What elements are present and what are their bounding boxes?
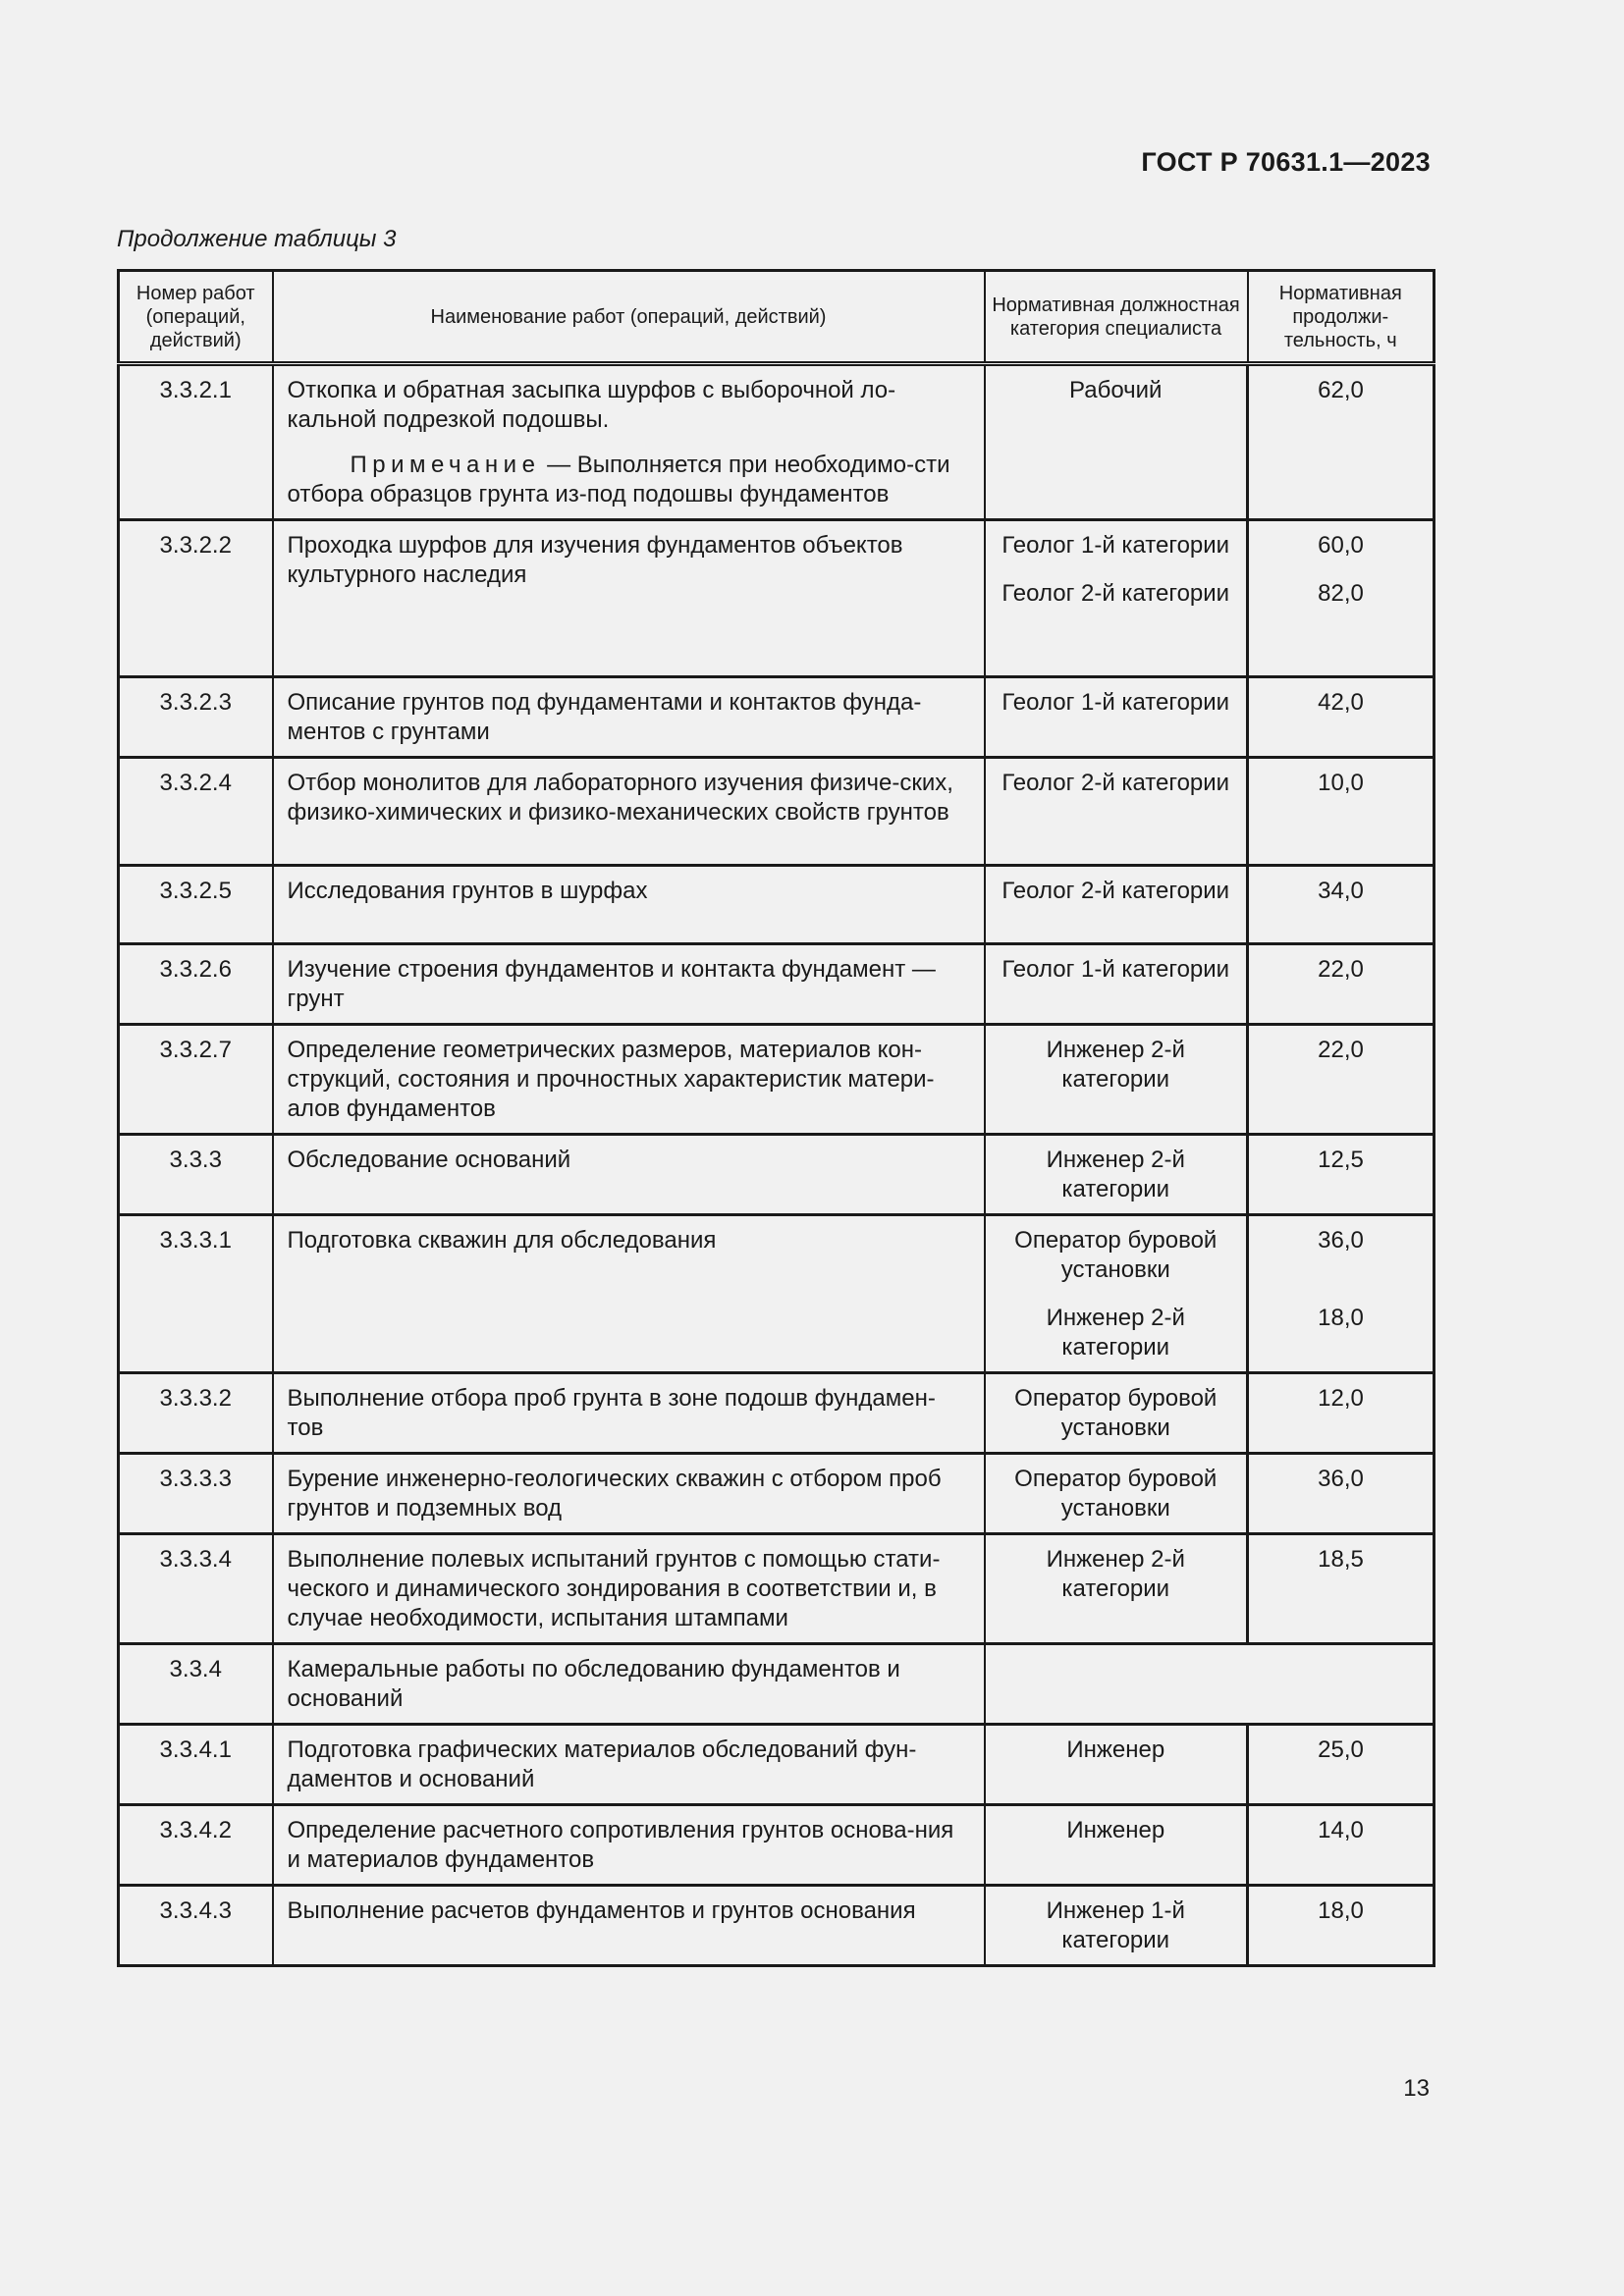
table-row [119,944,1435,1025]
row-name: Изучение строения фундаментов и контакта фундамент — грунт [287,956,936,1012]
row-name-cell [273,1454,985,1534]
row-category-cell [985,364,1248,520]
row-category-cell [985,1886,1248,1966]
table-row [119,1454,1435,1534]
page-number: 13 [1403,2075,1430,2102]
row-category: Инженер 2-й категории [1046,1305,1185,1361]
row-category-cell [985,1215,1248,1373]
row-name-cell [273,1534,985,1644]
row-category: Геолог 2-й категории [1001,878,1230,904]
row-name-cell [273,1886,985,1966]
table-row [119,1135,1435,1215]
row-number: 3.3.2.4 [119,758,273,866]
row-category-cell [985,1454,1248,1534]
row-category: Оператор буровой установки [1014,1385,1218,1441]
row-duration-cell [1248,1135,1435,1215]
row-category-cell [985,944,1248,1025]
row-duration-cell [1248,944,1435,1025]
row-name: Описание грунтов под фундаментами и контактов фунда-ментов с грунтами [287,689,922,745]
row-name: Определение геометрических размеров, материалов кон-струкций, состояния и прочностных характеристик матери-алов фундаментов [287,1037,935,1122]
row-number: 3.3.4.3 [119,1886,273,1966]
table-row [119,866,1435,944]
row-category: Геолог 2-й категории [1001,770,1230,796]
row-name-cell [273,677,985,758]
column-header-name: Наименование работ (операций, действий) [273,271,985,364]
row-duration-cell [1248,364,1435,520]
row-name: Выполнение отбора проб грунта в зоне подошв фундамен-тов [287,1385,936,1441]
row-name-cell [273,1025,985,1135]
document-code: ГОСТ Р 70631.1—2023 [1141,147,1431,177]
row-name: Бурение инженерно-геологических скважин с отбором проб грунтов и подземных вод [287,1466,942,1522]
row-name: Исследования грунтов в шурфах [287,878,648,904]
row-duration: 25,0 [1318,1736,1364,1763]
row-note [288,451,972,509]
row-number: 3.3.2.7 [119,1025,273,1135]
table-header-row [119,271,1435,364]
row-duration-cell [1248,1886,1435,1966]
row-duration: 18,0 [1318,1305,1364,1331]
column-header-category: Нормативная должностная категория специалиста [985,271,1248,364]
norms-table [117,269,1435,1967]
row-duration: 10,0 [1318,770,1364,796]
row-name-cell [273,1135,985,1215]
row-category: Инженер 2-й категории [1046,1546,1185,1602]
row-number: 3.3.3 [119,1135,273,1215]
table-caption: Продолжение таблицы 3 [117,226,397,252]
row-duration-cell [1248,1454,1435,1534]
table-row [119,364,1435,520]
table-row [119,758,1435,866]
row-duration: 18,0 [1318,1897,1364,1924]
row-duration-cell [1248,1534,1435,1644]
row-category-cell [985,677,1248,758]
row-note-label: Примечание [350,452,541,478]
row-name: Подготовка графических материалов обследований фун-даментов и оснований [287,1736,917,1792]
row-category-cell [985,1373,1248,1454]
row-name: Определение расчетного сопротивления грунтов основа-ния и материалов фундаментов [287,1817,954,1873]
row-duration: 12,0 [1318,1385,1364,1412]
row-name: Подготовка скважин для обследования [287,1227,717,1254]
row-category-cell [985,1534,1248,1644]
table-header [119,271,1435,364]
table-row [119,520,1435,677]
table-row [119,1725,1435,1805]
table-row [119,1534,1435,1644]
row-number: 3.3.3.4 [119,1534,273,1644]
table-row [119,677,1435,758]
row-category: Оператор буровой установки [1014,1466,1218,1522]
row-number: 3.3.2.5 [119,866,273,944]
table-row [119,1025,1435,1135]
row-duration-cell [1248,758,1435,866]
row-name-cell [273,1373,985,1454]
row-number: 3.3.2.1 [119,364,273,520]
row-number: 3.3.4 [119,1644,273,1725]
row-duration-cell [1248,1725,1435,1805]
table-row [119,1644,1435,1725]
row-number: 3.3.3.1 [119,1215,273,1373]
row-name: Отбор монолитов для лабораторного изучения физиче-ских, физико-химических и физико-механических свойств грунтов [287,770,953,826]
row-duration-cell [1248,1215,1435,1373]
row-category: Инженер [1066,1817,1165,1843]
row-duration: 60,0 [1318,532,1364,559]
row-number: 3.3.3.3 [119,1454,273,1534]
row-duration: 34,0 [1318,878,1364,904]
row-duration: 82,0 [1318,580,1364,607]
row-category: Оператор буровой установки [1014,1227,1218,1283]
row-name-cell [273,1644,985,1725]
row-note-text: — Выполняется при необходимо-сти отбора образцов грунта из-под подошвы фундаментов [287,452,950,507]
row-category-cell [985,1025,1248,1135]
row-duration-cell [1248,866,1435,944]
row-number: 3.3.3.2 [119,1373,273,1454]
row-category-cell [985,758,1248,866]
row-name: Камеральные работы по обследованию фундаментов и оснований [287,1656,900,1712]
row-duration: 22,0 [1318,956,1364,983]
table-row [119,1373,1435,1454]
table-row [119,1886,1435,1966]
row-category-cell [985,866,1248,944]
row-category-cell [985,520,1248,677]
row-name: Откопка и обратная засыпка шурфов с выборочной ло-кальной подрезкой подошвы. [287,377,896,433]
row-name-cell [273,944,985,1025]
row-duration: 12,5 [1318,1147,1364,1173]
row-duration-cell [1248,677,1435,758]
row-name: Проходка шурфов для изучения фундаментов объектов культурного наследия [287,532,903,588]
column-header-number: Номер работ (операций, действий) [119,271,273,364]
row-category-cell [985,1805,1248,1886]
row-merged-empty-cell [985,1644,1435,1725]
row-name: Выполнение расчетов фундаментов и грунтов основания [287,1897,916,1924]
table-body [119,364,1435,1966]
row-name-cell [273,364,985,520]
row-name-cell [273,520,985,677]
row-name-cell [273,758,985,866]
row-name-cell [273,1725,985,1805]
row-name: Обследование оснований [287,1147,571,1173]
row-category-cell [985,1135,1248,1215]
row-category: Геолог 2-й категории [1001,580,1230,607]
row-duration-cell [1248,520,1435,677]
row-category: Геолог 1-й категории [1001,532,1230,559]
row-duration: 18,5 [1318,1546,1364,1573]
norms-table-container [117,269,1433,1967]
row-duration-cell [1248,1805,1435,1886]
row-number: 3.3.2.3 [119,677,273,758]
row-duration: 14,0 [1318,1817,1364,1843]
table-row [119,1805,1435,1886]
row-name-cell [273,1805,985,1886]
row-category: Инженер 2-й категории [1046,1147,1185,1202]
row-number: 3.3.2.6 [119,944,273,1025]
row-number: 3.3.2.2 [119,520,273,677]
row-duration: 36,0 [1318,1227,1364,1254]
row-category: Рабочий [1069,377,1163,403]
row-category-cell [985,1725,1248,1805]
row-duration: 36,0 [1318,1466,1364,1492]
row-name: Выполнение полевых испытаний грунтов с помощью стати-ческого и динамического зондирования в соответствии и, в случае необходимости, испытания штампами [287,1546,941,1631]
row-number: 3.3.4.2 [119,1805,273,1886]
table-row [119,1215,1435,1373]
row-duration: 22,0 [1318,1037,1364,1063]
column-header-duration: Нормативная продолжи-тельность, ч [1248,271,1435,364]
row-number: 3.3.4.1 [119,1725,273,1805]
row-name-cell [273,866,985,944]
row-category: Инженер 2-й категории [1046,1037,1185,1093]
row-category: Геолог 1-й категории [1001,956,1230,983]
row-duration-cell [1248,1025,1435,1135]
row-name-cell [273,1215,985,1373]
row-duration: 62,0 [1318,377,1364,403]
row-duration-cell [1248,1373,1435,1454]
row-category: Инженер 1-й категории [1046,1897,1185,1953]
row-duration: 42,0 [1318,689,1364,716]
row-category: Инженер [1066,1736,1165,1763]
row-category: Геолог 1-й категории [1001,689,1230,716]
